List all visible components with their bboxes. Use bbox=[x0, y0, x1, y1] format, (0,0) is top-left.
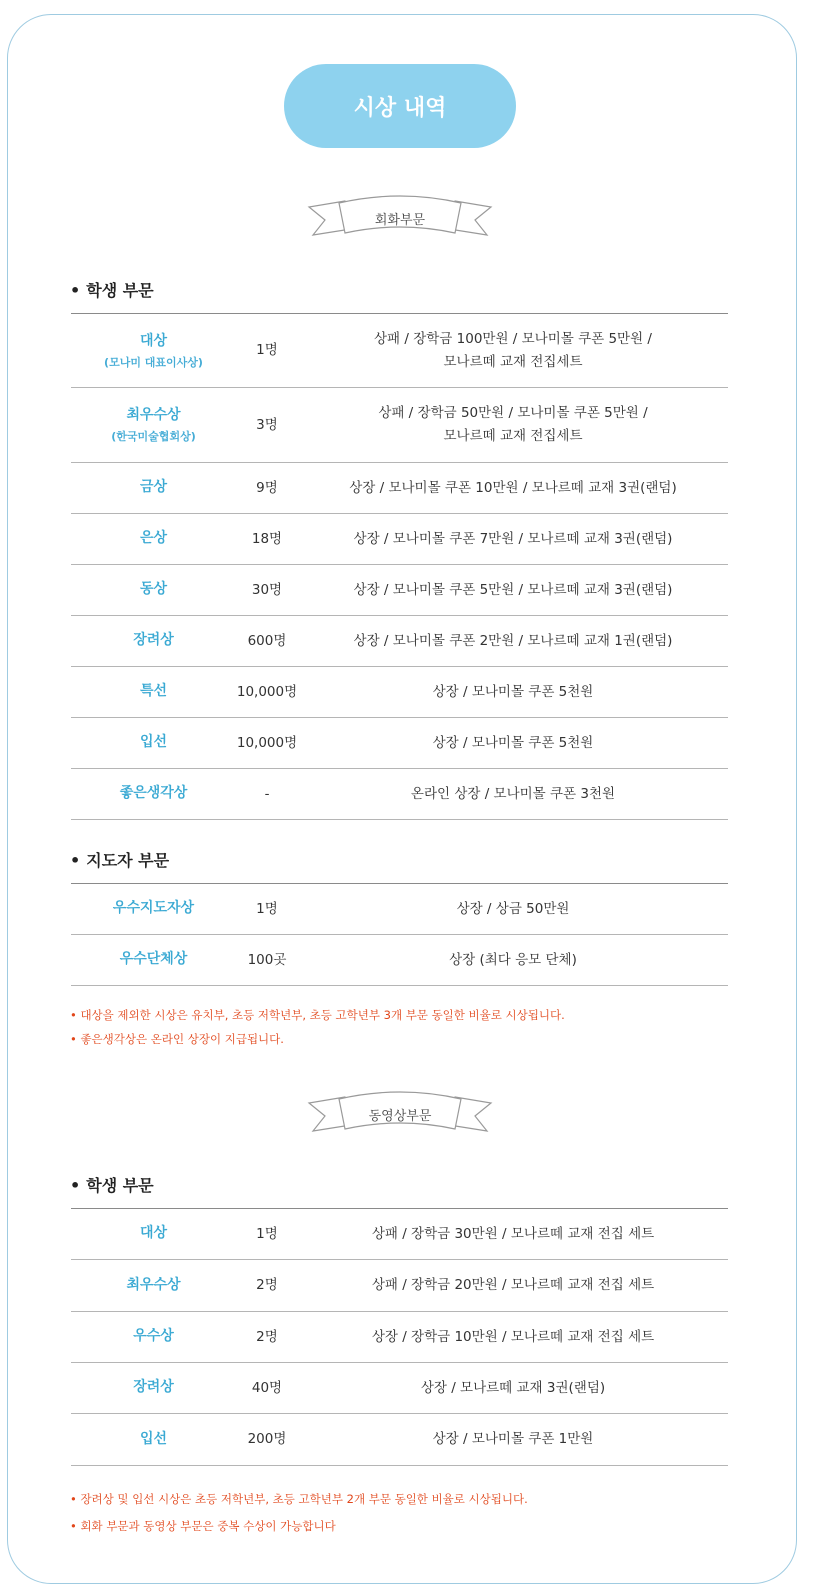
award-count: 1명 bbox=[236, 884, 298, 935]
award-name: 입선 bbox=[71, 718, 236, 769]
table-row bbox=[71, 667, 728, 718]
award-name: 대상 (모나미 대표이사상) bbox=[71, 314, 236, 388]
award-prize: 상패 / 장학금 100만원 / 모나미몰 쿠폰 5만원 / 모나르떼 교재 전집세트 bbox=[298, 314, 728, 388]
award-count: 3명 bbox=[236, 388, 298, 463]
table-row bbox=[71, 935, 728, 986]
table-row bbox=[71, 1260, 728, 1312]
award-count: 100곳 bbox=[236, 935, 298, 986]
award-prize: 상장 / 모나미몰 쿠폰 5만원 / 모나르떼 교재 3권(랜덤) bbox=[298, 565, 728, 616]
award-name: 우수상 bbox=[71, 1312, 236, 1363]
award-count: 200명 bbox=[236, 1414, 298, 1466]
note: • 장려상 및 입선 시상은 초등 저학년부, 초등 고학년부 2개 부문 동일한 비율로 시상됩니다. bbox=[70, 1492, 528, 1506]
ribbon-painting bbox=[305, 193, 495, 245]
table-row bbox=[71, 884, 728, 935]
award-count: 1명 bbox=[236, 314, 298, 388]
award-count: 18명 bbox=[236, 514, 298, 565]
painting-student-table bbox=[71, 313, 728, 820]
table-row bbox=[71, 314, 728, 388]
table-row bbox=[71, 388, 728, 463]
section-title-video-student: • 학생 부문 bbox=[70, 1176, 154, 1195]
table-row bbox=[71, 565, 728, 616]
table-row bbox=[71, 463, 728, 514]
note: • 회화 부문과 동영상 부문은 중복 수상이 가능합니다 bbox=[70, 1519, 336, 1533]
ribbon-label: 회화부문 bbox=[374, 213, 426, 228]
award-count: 9명 bbox=[236, 463, 298, 514]
award-name: 우수지도자상 bbox=[71, 884, 236, 935]
award-count: 30명 bbox=[236, 565, 298, 616]
table-row bbox=[71, 514, 728, 565]
ribbon-label: 동영상부문 bbox=[368, 1109, 432, 1124]
painting-instructor-table bbox=[71, 883, 728, 986]
table-row bbox=[71, 769, 728, 820]
table-row bbox=[71, 1209, 728, 1260]
award-count: 2명 bbox=[236, 1312, 298, 1363]
award-prize: 상장 / 모나미몰 쿠폰 5천원 bbox=[298, 718, 728, 769]
ribbon-video bbox=[305, 1089, 495, 1141]
award-name: 우수단체상 bbox=[71, 935, 236, 986]
award-count: 1명 bbox=[236, 1209, 298, 1260]
award-prize: 상장 / 모나미몰 쿠폰 7만원 / 모나르떼 교재 3권(랜덤) bbox=[298, 514, 728, 565]
award-count: 10,000명 bbox=[236, 667, 298, 718]
award-count: 40명 bbox=[236, 1363, 298, 1414]
award-prize: 상장 / 모나미몰 쿠폰 1만원 bbox=[298, 1414, 728, 1466]
award-prize: 상패 / 장학금 20만원 / 모나르떼 교재 전집 세트 bbox=[298, 1260, 728, 1312]
award-name: 최우수상 bbox=[71, 1260, 236, 1312]
table-row bbox=[71, 1363, 728, 1414]
award-name: 입선 bbox=[71, 1414, 236, 1466]
award-count: 2명 bbox=[236, 1260, 298, 1312]
award-name: 장려상 bbox=[71, 1363, 236, 1414]
note: • 대상을 제외한 시상은 유치부, 초등 저학년부, 초등 고학년부 3개 부문 동일한 비율로 시상됩니다. bbox=[70, 1008, 565, 1022]
table-row bbox=[71, 1414, 728, 1466]
award-prize: 상장 / 상금 50만원 bbox=[298, 884, 728, 935]
video-student-table bbox=[71, 1208, 728, 1466]
award-name: 대상 bbox=[71, 1209, 236, 1260]
award-prize: 상패 / 장학금 50만원 / 모나미몰 쿠폰 5만원 / 모나르떼 교재 전집세트 bbox=[298, 388, 728, 463]
award-name: 장려상 bbox=[71, 616, 236, 667]
award-prize: 상패 / 장학금 30만원 / 모나르떼 교재 전집 세트 bbox=[298, 1209, 728, 1260]
award-name: 특선 bbox=[71, 667, 236, 718]
award-name: 은상 bbox=[71, 514, 236, 565]
award-prize: 상장 / 모나미몰 쿠폰 10만원 / 모나르떼 교재 3권(랜덤) bbox=[298, 463, 728, 514]
award-name: 동상 bbox=[71, 565, 236, 616]
award-count: - bbox=[236, 769, 298, 820]
award-name: 좋은생각상 bbox=[71, 769, 236, 820]
award-prize: 상장 / 모나미몰 쿠폰 2만원 / 모나르떼 교재 1권(랜덤) bbox=[298, 616, 728, 667]
award-count: 10,000명 bbox=[236, 718, 298, 769]
award-prize: 온라인 상장 / 모나미몰 쿠폰 3천원 bbox=[298, 769, 728, 820]
section-title-painting-student: • 학생 부문 bbox=[70, 281, 154, 300]
note: • 좋은생각상은 온라인 상장이 지급됩니다. bbox=[70, 1032, 284, 1046]
award-prize: 상장 / 장학금 10만원 / 모나르떼 교재 전집 세트 bbox=[298, 1312, 728, 1363]
award-count: 600명 bbox=[236, 616, 298, 667]
table-row bbox=[71, 1312, 728, 1363]
award-name: 금상 bbox=[71, 463, 236, 514]
award-prize: 상장 / 모나미몰 쿠폰 5천원 bbox=[298, 667, 728, 718]
page-title: 시상 내역 bbox=[284, 64, 516, 148]
section-title-painting-instructor: • 지도자 부문 bbox=[70, 851, 170, 870]
table-row bbox=[71, 718, 728, 769]
table-row bbox=[71, 616, 728, 667]
award-prize: 상장 / 모나르떼 교재 3권(랜덤) bbox=[298, 1363, 728, 1414]
award-name: 최우수상 (한국미술협회상) bbox=[71, 388, 236, 463]
award-prize: 상장 (최다 응모 단체) bbox=[298, 935, 728, 986]
